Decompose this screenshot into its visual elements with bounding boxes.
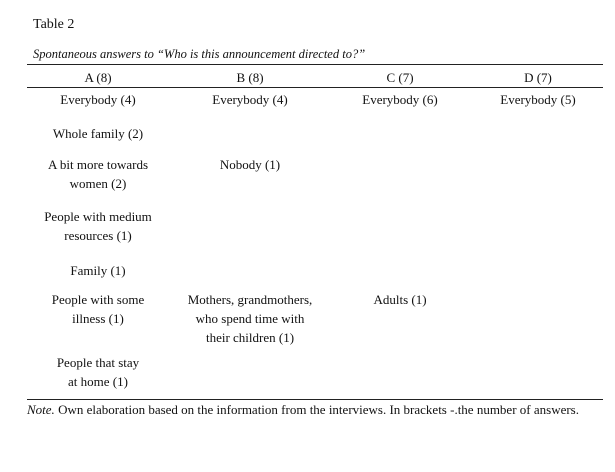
header-col-a: A (8) xyxy=(84,70,112,85)
note-text: Own elaboration based on the information from the interviews. In brackets -.the number of answers. xyxy=(54,402,579,417)
cell-c-adults: Adults (1) xyxy=(373,292,427,307)
cell-a-everybody: Everybody (4) xyxy=(60,92,136,107)
table-note xyxy=(27,401,603,419)
cell-b-mothers: Mothers, grandmothers, who spend time with their children (1) xyxy=(187,292,313,345)
cell-a-medium-resources: People with medium resources (1) xyxy=(44,209,152,243)
header-col-b: B (8) xyxy=(236,70,264,85)
cell-b-everybody: Everybody (4) xyxy=(212,92,288,107)
cell-a-whole-family: Whole family (2) xyxy=(52,126,144,141)
cell-a-towards-women: A bit more towards women (2) xyxy=(47,157,148,191)
header-col-d: D (7) xyxy=(524,70,552,85)
cell-d-everybody: Everybody (5) xyxy=(500,92,576,107)
cell-a-some-illness: People with some illness (1) xyxy=(51,292,145,326)
table-label: Table 2 xyxy=(33,17,75,32)
cell-a-stay-at-home: People that stay at home (1) xyxy=(56,355,140,389)
note-prefix: Note. xyxy=(27,402,55,417)
table-top-rule xyxy=(27,64,603,65)
cell-b-nobody: Nobody (1) xyxy=(219,157,281,172)
cell-c-everybody: Everybody (6) xyxy=(362,92,438,107)
table-title: Spontaneous answers to “Who is this announcement directed to?” xyxy=(33,47,366,61)
table-header-rule xyxy=(27,87,603,88)
table-bottom-rule xyxy=(27,399,603,400)
cell-a-family: Family (1) xyxy=(70,263,126,278)
header-col-c: C (7) xyxy=(386,70,414,85)
